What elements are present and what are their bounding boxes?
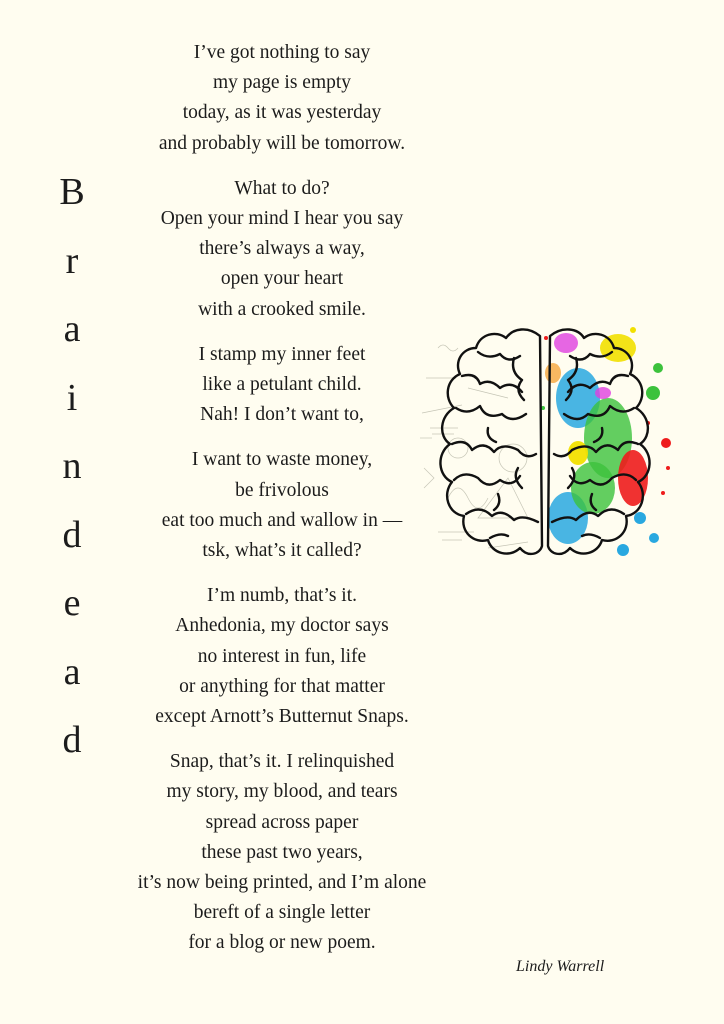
poem-line: I want to waste money, (191, 449, 373, 471)
poem-line: be frivolous (235, 479, 329, 501)
poem-line: I stamp my inner feet (198, 343, 366, 365)
poem-line: Anhedonia, my doctor says (175, 615, 389, 637)
poem-body (112, 38, 452, 974)
author-signature: Lindy Warrell (516, 958, 605, 975)
poem-line: my story, my blood, and tears (166, 781, 398, 803)
poem-line: I’m numb, that’s it. (206, 585, 358, 607)
poem-line: tsk, what’s it called? (202, 540, 362, 562)
poem-line: spread across paper (205, 811, 359, 833)
stanza-2 (112, 174, 452, 325)
poem-line: my page is empty (212, 72, 352, 94)
title-letter: d (62, 719, 82, 761)
stanza-6 (112, 747, 452, 958)
poem-line: for a blog or new poem. (188, 932, 376, 954)
title-letter: e (63, 582, 81, 624)
stanza-3 (112, 340, 452, 431)
poem-line: these past two years, (201, 841, 363, 863)
poem-line: except Arnott’s Butternut Snaps. (155, 706, 409, 728)
title-letter: d (62, 513, 82, 556)
poem-line: eat too much and wallow in — (161, 509, 403, 531)
title-letter: B (59, 171, 85, 213)
poem-line: it’s now being printed, and I’m alone (137, 872, 427, 894)
title-letter: a (63, 650, 81, 693)
stanza-4 (112, 445, 452, 566)
title-letter: i (66, 376, 78, 419)
title-letter: r (65, 239, 79, 282)
poem-line: Snap, that’s it. I relinquished (169, 751, 395, 773)
title-letter: a (63, 308, 81, 350)
stanza-5 (112, 581, 452, 732)
poem-line: today, as it was yesterday (182, 102, 382, 124)
poem-line: or anything for that matter (179, 675, 385, 697)
poem-line: there’s always a way, (199, 238, 365, 260)
brain-illustration-icon (418, 318, 678, 578)
poem-line: open your heart (220, 268, 344, 290)
poem-line: Open your mind I hear you say (160, 208, 404, 230)
poem-line: with a crooked smile. (198, 298, 366, 320)
poem-line: Nah! I don’t want to, (200, 404, 364, 426)
poem-line: and probably will be tomorrow. (158, 132, 406, 154)
poem-line: like a petulant child. (202, 374, 362, 396)
poem-line: no interest in fun, life (197, 645, 367, 667)
poem-line: What to do? (234, 177, 330, 199)
stanza-1 (112, 38, 452, 159)
poem-title-vertical (52, 158, 92, 775)
title-letter: n (62, 445, 82, 487)
poem-line: I’ve got nothing to say (193, 42, 371, 63)
poem-line: bereft of a single letter (193, 902, 371, 924)
